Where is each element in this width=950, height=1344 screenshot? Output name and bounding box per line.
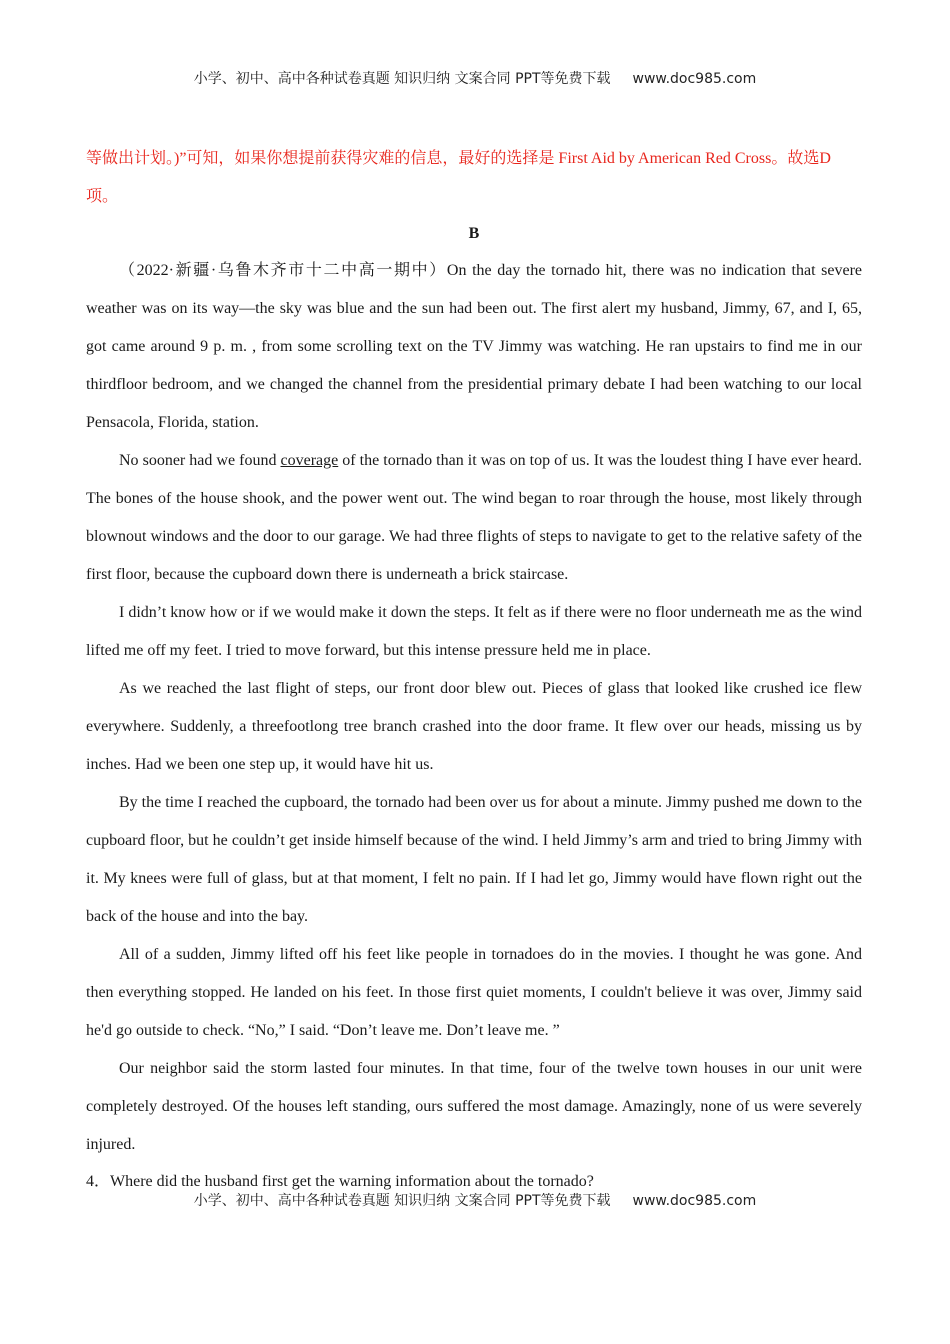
passage-paragraph-3: I didn’t know how or if we would make it down the steps. It felt as if there were no floor underneath me as the wind lifted me off my feet. I tried to move forward, but this intense pressure held me in place. [86,604,862,659]
passage-paragraph-4: As we reached the last flight of steps, our front door blew out. Pieces of glass that looked like crushed ice flew everywhere. Suddenly, a threefootlong tree branch crashed into the door frame. It flew over our heads, missing us by inches. Had we been one step up, it would have hit us. [86,680,862,773]
footer-text: 小学、初中、高中各种试卷真题 知识归纳 文案合同 PPT等免费下载 [193,1193,611,1209]
document-body [86,140,862,1200]
paragraph-2-start: No sooner had we found [119,452,281,469]
page-header [0,68,950,88]
section-label: B [468,225,480,242]
page-footer [0,1190,950,1210]
paragraph-2-rest: of the tornado than it was on top of us. It was the loudest thing I have ever heard. The bones of the house shook, and the power went out. The wind began to roar through the house, most likely through blownout windows and the door to our garage. We had three flights of steps to navigate to get to the relative safety of the first floor, because the cupboard down there is underneath a brick staircase. [86,452,863,583]
question-4: 4．Where did the husband first get the warning information about the tornado? [86,1173,594,1190]
answer-explanation: 等做出计划。)”可知，如果你想提前获得灾难的信息，最好的选择是 First Aid by American Red Cross。故选D项。 [86,150,831,205]
passage-paragraph-7: Our neighbor said the storm lasted four minutes. In that time, four of the twelve town houses in our unit were completely destroyed. Of the houses left standing, ours suffered the most damage. Amazingly, none of us were severely injured. [86,1060,862,1153]
footer-site-link[interactable]: www.doc985.com [632,1193,757,1209]
passage-paragraph-2 [86,442,862,594]
underlined-word-coverage: coverage [280,452,339,469]
header-site-link[interactable]: www.doc985.com [632,71,757,87]
passage-paragraph-5: By the time I reached the cupboard, the tornado had been over us for about a minute. Jimmy pushed me down to the cupboard floor, but he couldn’t get inside himself because of the wind. I held Jimmy’s arm and tried to bring Jimmy with it. My knees were full of glass, but at that moment, I felt no pain. If I had let go, Jimmy would have flown right out the back of the house and into the bay. [86,794,862,925]
header-text: 小学、初中、高中各种试卷真题 知识归纳 文案合同 PPT等免费下载 [193,71,611,87]
passage-paragraph-6: All of a sudden, Jimmy lifted off his feet like people in tornadoes do in the movies. I thought he was gone. And then everything stopped. He landed on his feet. In those first quiet moments, I couldn't believe it was over, Jimmy said he'd go outside to check. “No,” I said. “Don’t leave me. Don’t leave me. ” [86,946,862,1039]
passage-paragraph-1: （2022·新疆·乌鲁木齐市十二中高一期中）On the day the tornado hit, there was no indication that severe weather was on its way—the sky was blue and the sun had been out. The first alert my husband, Jimmy, 67, and I, 65, got came around 9 p. m. , from some scrolling text on the TV Jimmy was watching. He ran upstairs to find me in our thirdfloor bedroom, and we changed the channel from the presidential primary debate I had been watching to our local Pensacola, Florida, station. [86,262,862,431]
